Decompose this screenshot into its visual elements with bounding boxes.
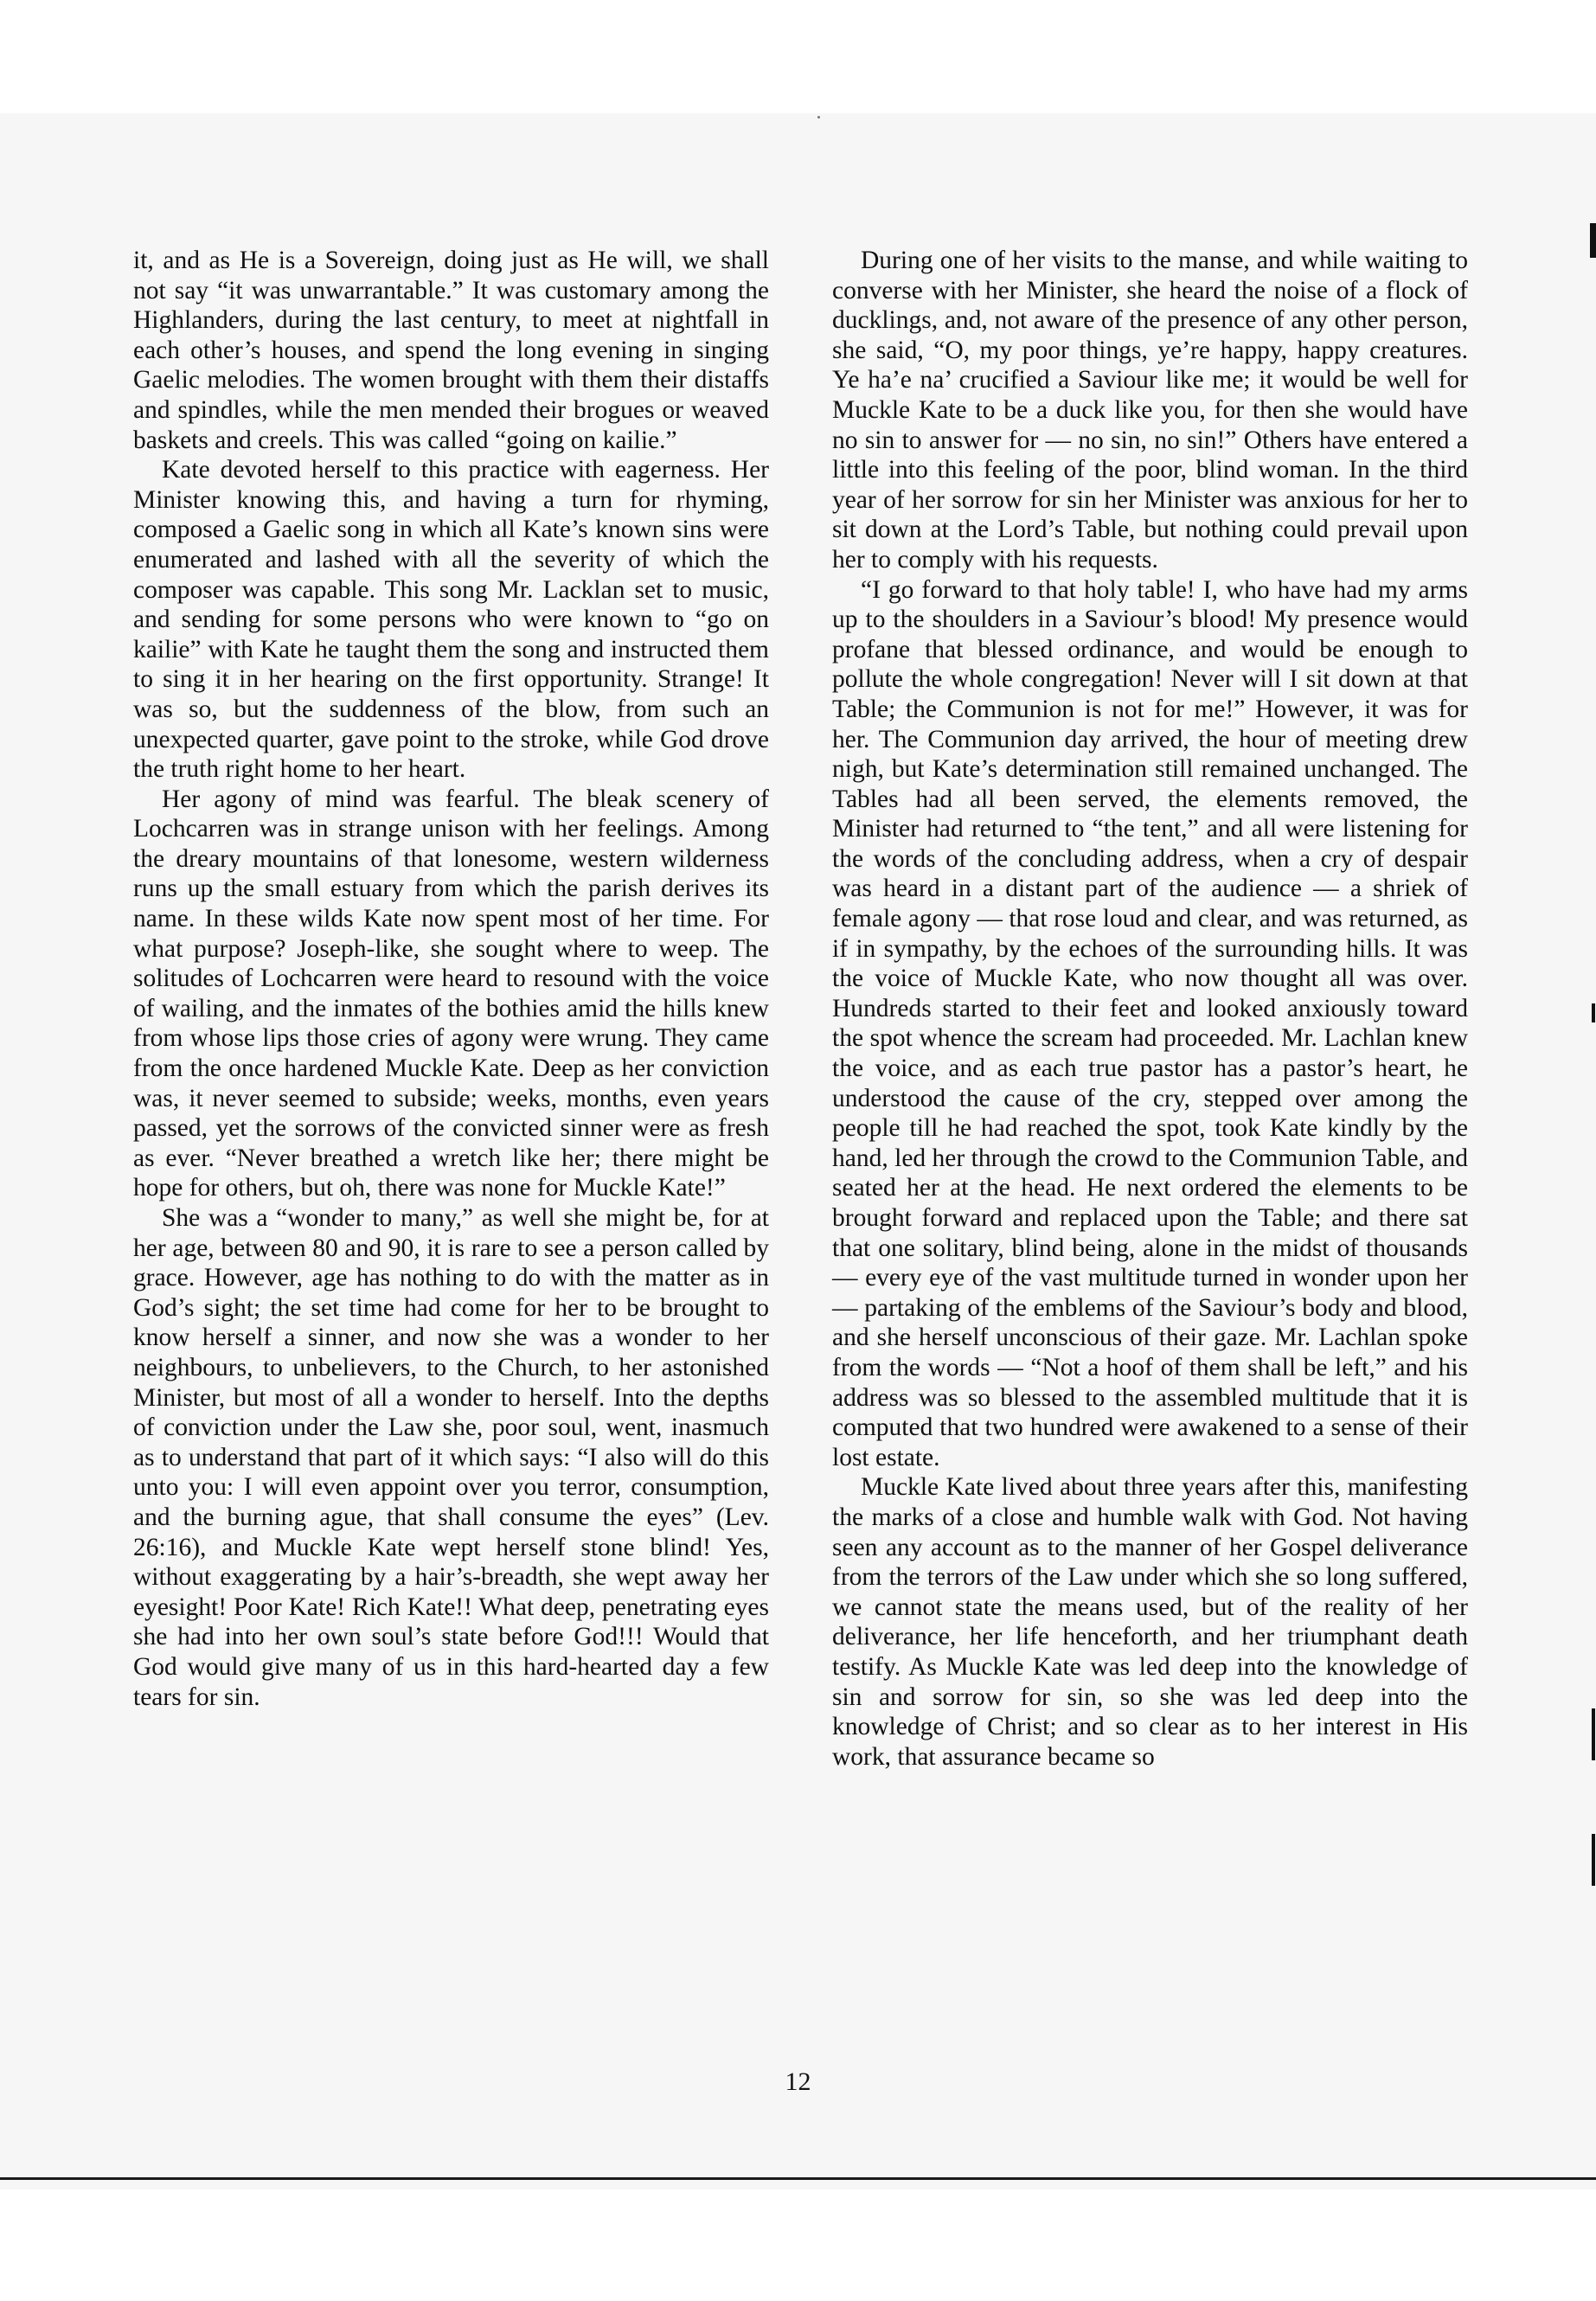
binding-mark <box>1590 223 1596 258</box>
left-text-column <box>133 246 769 1712</box>
binding-mark <box>1592 1834 1595 1886</box>
paragraph: During one of her visits to the manse, and while waiting to converse with her Minister, she heard the noise of a flock of ducklings, and, not aware of the presence of any other person, she said, “O, my poor things, ye’re happy, happy creatures. Ye ha’e na’ crucified a Saviour like me; it would be well for Muckle Kate to be a duck like you, for then she would have no sin to answer for — no sin, no sin!” Others have entered a little into this feeling of the poor, blind woman. In the third year of her sorrow for sin her Minister was anxious for her to sit down at the Lord’s Table, but nothing could prevail upon her to comply with his requests. <box>832 247 1468 574</box>
paragraph: it, and as He is a Sovereign, doing just as He will, we shall not say “it was unwarrantable.” It was customary among the Highlanders, during the last century, to meet at nightfall in each other’s houses, and spend the long evening in singing Gaelic melodies. The women brought with them their distaffs and spindles, while the men mended their brogues or weaved baskets and creels. This was called “going on kailie.” <box>133 247 769 454</box>
right-text-column <box>832 246 1468 1772</box>
paragraph: Kate devoted herself to this practice with eagerness. Her Minister knowing this, and having a turn for rhyming, composed a Gaelic song in which all Kate’s known sins were enumerated and lashed with all the severity of which the composer was capable. This song Mr. Lacklan set to music, and sending for some persons who were known to “go on kailie” with Kate he taught them the song and instructed them to sing it in her hearing on the first opportunity. Strange! It was so, but the suddenness of the blow, from such an unexpected quarter, gave point to the stroke, while God drove the truth right home to her heart. <box>133 456 769 784</box>
scan-speck <box>817 116 820 119</box>
paragraph: She was a “wonder to many,” as well she might be, for at her age, between 80 and 90, it is rare to see a person called by grace. However, age has nothing to do with the matter as in God’s sight; the set time had come for her to be brought to know herself a sinner, and now she was a wonder to her neighbours, to unbelievers, to the Church, to her astonished Minister, but most of all a wonder to herself. Into the depths of conviction under the Law she, poor soul, went, inasmuch as to understand that part of it which says: “I also will do this unto you: I will even appoint over you terror, consumption, and the burning ague, that shall consume the eyes” (Lev. 26:16), and Muckle Kate wept herself stone blind! Yes, without exaggerating by a hair’s-breadth, she wept away her eyesight! Poor Kate! Rich Kate!! What deep, penetrating eyes she had into her own soul’s state before God!!! Would that God would give many of us in this hard-hearted day a few tears for sin. <box>133 1204 769 1711</box>
bottom-divider <box>0 2177 1596 2180</box>
binding-mark <box>1592 1003 1595 1022</box>
binding-mark <box>1592 1708 1595 1760</box>
page-number: 12 <box>785 2067 811 2096</box>
paragraph: Her agony of mind was fearful. The bleak scenery of Lochcarren was in strange unison with her feelings. Among the dreary mountains of that lonesome, western wilderness runs up the small estuary from which the parish derives its name. In these wilds Kate now spent most of her time. For what purpose? Joseph-like, she sought where to weep. The solitudes of Lochcarren were heard to resound with the voice of wailing, and the inmates of the bothies amid the hills knew from whose lips those cries of agony were wrung. They came from the once hardened Muckle Kate. Deep as her conviction was, it never seemed to subside; weeks, months, even years passed, yet the sorrows of the convicted sinner were as fresh as ever. “Never breathed a wretch like her; there might be hope for others, but oh, there was none for Muckle Kate!” <box>133 785 769 1202</box>
paragraph: “I go forward to that holy table! I, who have had my arms up to the shoulders in a Saviour’s blood! My presence would profane that blessed ordinance, and would be enough to pollute the whole congregation! Never will I sit down at that Table; the Communion is not for me!” However, it was for her. The Communion day arrived, the hour of meeting drew nigh, but Kate’s determination still remained unchanged. The Tables had all been served, the elements removed, the Minister had returned to “the tent,” and all were listening for the words of the concluding address, when a cry of despair was heard in a distant part of the audience — a shriek of female agony — that rose loud and clear, and was returned, as if in sympathy, by the echoes of the surrounding hills. It was the voice of Muckle Kate, who now thought all was over. Hundreds started to their feet and looked anxiously toward the spot whence the scream had proceeded. Mr. Lachlan knew the voice, and as each true pastor has a pastor’s heart, he understood the cause of the cry, stepped over among the people till he had reached the spot, took Kate kindly by the hand, led her through the crowd to the Communion Table, and seated her at the head. He next ordered the elements to be brought forward and replaced upon the Table; and there sat that one solitary, blind being, alone in the midst of thousands — every eye of the vast multitude turned in wonder upon her — partaking of the emblems of the Saviour’s body and blood, and she herself unconscious of their gaze. Mr. Lachlan spoke from the words — “Not a hoof of them shall be left,” and his address was so blessed to the assembled multitude that it is computed that two hundred were awakened to a sense of their lost estate. <box>832 575 1468 1471</box>
paragraph: Muckle Kate lived about three years after this, manifesting the marks of a close and humble walk with God. Not having seen any account as to the manner of her Gospel deliverance from the terrors of the Law under which she so long suffered, we cannot state the means used, but of the reality of her deliverance, her life henceforth, and her triumphant death testify. As Muckle Kate was led deep into the knowledge of sin and sorrow for sin, so she was led deep into the knowledge of Christ; and so clear as to her interest in His work, that assurance became so <box>832 1473 1468 1771</box>
